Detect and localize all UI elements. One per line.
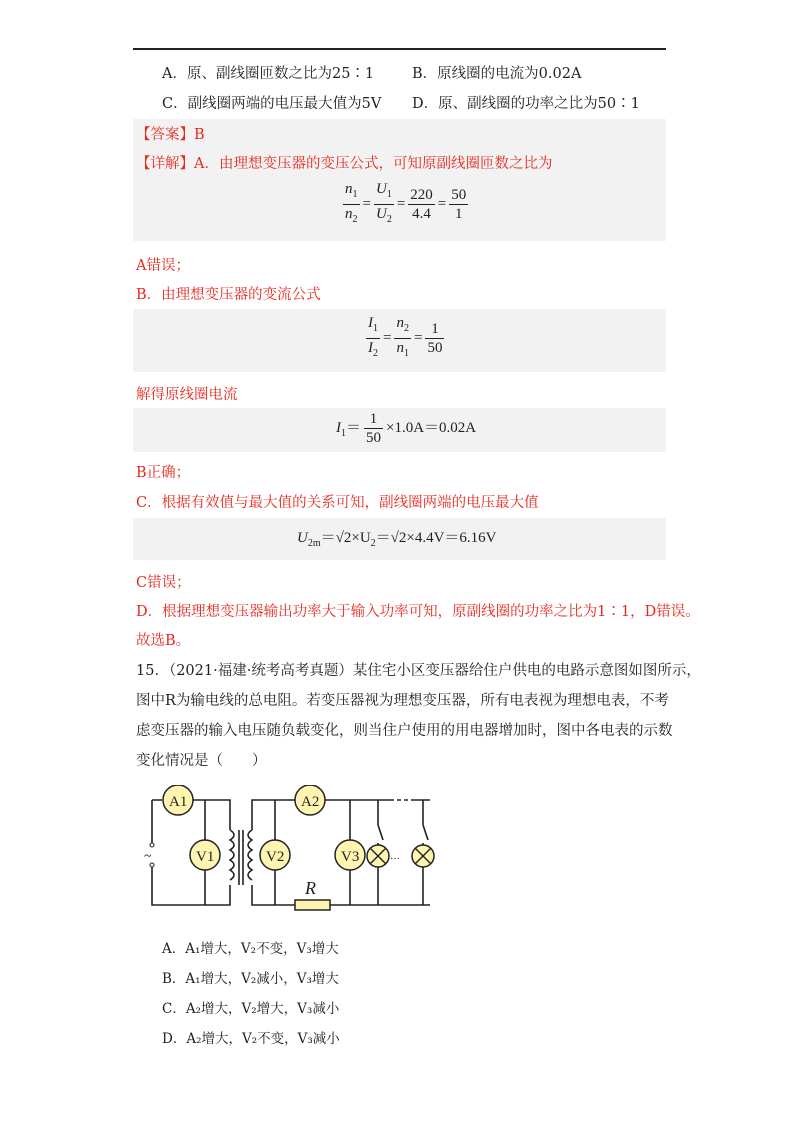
c-wrong: C错误； bbox=[136, 575, 191, 591]
q15-option-a: A．A₁增大，V₂不变，V₃增大 bbox=[162, 941, 339, 957]
solve-text: 解得原线圈电流 bbox=[136, 387, 238, 403]
answer-label: 【答案】B bbox=[136, 127, 205, 143]
equation-turns-ratio: $\frac{n_1}{n_2}$ = $\frac{U_1}{U_2}$ = $\frac{220}{4.4}$ = $\frac{50}{1}$ bbox=[345, 181, 467, 225]
b-right: B正确； bbox=[136, 465, 191, 481]
q15-line2: 图中R为输电线的总电阻。若变压器视为理想变压器，所有电表视为理想电表，不考 bbox=[136, 693, 669, 709]
svg-text:…: … bbox=[390, 851, 400, 862]
resistor-r bbox=[295, 900, 330, 910]
equation-max-voltage: $U_{2m}=√2\times U_2=√2\times 4.4V=6.16V$ bbox=[297, 530, 497, 549]
q15-option-c: C．A₂增大，V₂增大，V₃减小 bbox=[162, 1001, 340, 1017]
v3-label: V3 bbox=[341, 849, 360, 865]
c-text: C．根据有效值与最大值的关系可知，副线圈两端的电压最大值 bbox=[136, 495, 539, 511]
equation-current-ratio: $\frac{I_1}{I_2}$ = $\frac{n_2}{n_1}$ = $\frac{1}{50}$ bbox=[368, 315, 443, 359]
option-c: C．副线圈两端的电压最大值为5V bbox=[162, 96, 382, 112]
q15-line1: 15．（2021·福建·统考高考真题）某住宅小区变压器给住户供电的电路示意图如图所示， bbox=[136, 663, 701, 679]
detail-line-a bbox=[136, 152, 552, 173]
q15-option-d: D．A₂增大，V₂不变，V₃减小 bbox=[162, 1031, 340, 1047]
ac-source-label: ~ bbox=[144, 849, 152, 864]
equation-primary-current: $I_1=$ $\frac{1}{50}$ ×1.0A＝0.02A bbox=[336, 411, 477, 446]
page-top-rule bbox=[133, 48, 666, 50]
option-d: D．原、副线圈的功率之比为50∶1 bbox=[412, 96, 640, 112]
a1-label: A1 bbox=[169, 794, 188, 810]
r-label: R bbox=[305, 878, 316, 898]
q15-line3: 虑变压器的输入电压随负载变化，则当住户使用的用电器增加时，图中各电表的示数 bbox=[136, 723, 673, 739]
circuit-diagram bbox=[140, 785, 440, 920]
option-b: B．原线圈的电流为0.02A bbox=[412, 66, 582, 82]
detail-a-text: A．由理想变压器的变压公式，可知原副线圈匝数之比为 bbox=[194, 156, 553, 172]
choose-text: 故选B。 bbox=[136, 633, 191, 649]
a-wrong: A错误； bbox=[136, 258, 190, 274]
v2-label: V2 bbox=[266, 849, 285, 865]
q15-line4: 变化情况是（ ） bbox=[136, 753, 267, 769]
q15-option-b: B．A₁增大，V₂减小，V₃增大 bbox=[162, 971, 339, 987]
detail-tag: 【详解】 bbox=[136, 156, 194, 172]
a2-label: A2 bbox=[301, 794, 320, 810]
d-text: D．根据理想变压器输出功率大于输入功率可知，原副线圈的功率之比为1∶1，D错误。 bbox=[136, 604, 700, 620]
option-a: A．原、副线圈匝数之比为25∶1 bbox=[162, 66, 375, 82]
v1-label: V1 bbox=[196, 849, 215, 865]
b-text: B．由理想变压器的变流公式 bbox=[136, 287, 321, 303]
